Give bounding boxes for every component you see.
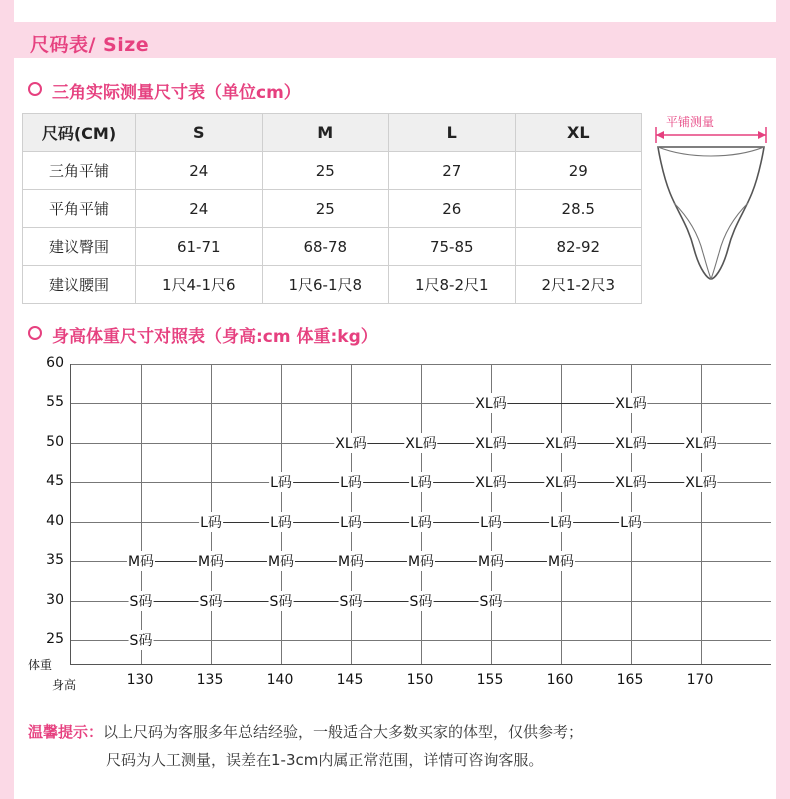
table-cell: 28.5 [515, 190, 642, 228]
chart-gridline-horizontal [71, 640, 771, 641]
table-cell: 1尺8-2尺1 [389, 266, 516, 304]
row-label: 三角平铺 [23, 152, 136, 190]
chart-y-tick-label: 55 [46, 394, 64, 411]
header-cell-size [23, 114, 136, 152]
section2-label: 身高体重尺寸对照表（身高:cm 体重:kg） [52, 327, 378, 347]
table-header-row [23, 114, 642, 152]
chart-data-point: S码 [269, 591, 294, 611]
chart-data-point: L码 [409, 472, 433, 492]
chart-gridline-horizontal [71, 403, 771, 404]
chart-data-point: XL码 [544, 433, 577, 453]
left-pink-border [0, 0, 14, 799]
notes-block [28, 718, 768, 774]
table-cell: 27 [389, 152, 516, 190]
chart-data-point: XL码 [474, 472, 507, 492]
chart-data-point: S码 [479, 591, 504, 611]
chart-data-point: L码 [409, 512, 433, 532]
bullet-ring-icon [28, 82, 42, 96]
height-weight-chart [22, 355, 766, 698]
size-table [22, 113, 642, 304]
chart-data-point: L码 [619, 512, 643, 532]
section-title-height-weight [28, 322, 378, 347]
table-cell: 29 [515, 152, 642, 190]
chart-x-tick-label: 155 [476, 672, 504, 688]
chart-x-tick-label: 170 [686, 672, 714, 688]
bullet-ring-icon [28, 326, 42, 340]
chart-data-point: L码 [479, 512, 503, 532]
table-row [23, 190, 642, 228]
chart-gridline-vertical [141, 364, 142, 664]
chart-x-tick-label: 150 [406, 672, 434, 688]
section-title-size-table [28, 78, 301, 103]
table-row [23, 228, 642, 266]
chart-y-tick-label: 35 [46, 552, 64, 569]
table-cell: 75-85 [389, 228, 516, 266]
chart-plot-area [70, 364, 771, 665]
chart-y-tick-label: 40 [46, 512, 64, 529]
header-cell-xl: XL [515, 114, 642, 152]
measure-diagram [648, 113, 774, 288]
chart-data-point: XL码 [544, 472, 577, 492]
table-cell: 68-78 [262, 228, 389, 266]
chart-data-point: XL码 [474, 393, 507, 413]
chart-data-point: M码 [267, 551, 295, 571]
chart-data-point: L码 [339, 512, 363, 532]
section1-label: 三角实际测量尺寸表（单位cm） [52, 83, 301, 103]
chart-x-tick-label: 160 [546, 672, 574, 688]
y-axis-label: 体重 [28, 658, 53, 672]
table-cell: 61-71 [136, 228, 263, 266]
chart-data-point: M码 [477, 551, 505, 571]
table-cell: 1尺6-1尺8 [262, 266, 389, 304]
table-row [23, 266, 642, 304]
chart-x-tick-label: 145 [336, 672, 364, 688]
chart-data-point: L码 [549, 512, 573, 532]
chart-data-point: XL码 [684, 433, 717, 453]
row-label: 建议腰围 [23, 266, 136, 304]
chart-connector [491, 403, 631, 404]
header-cell-s: S [136, 114, 263, 152]
chart-data-point: M码 [407, 551, 435, 571]
table-cell: 1尺4-1尺6 [136, 266, 263, 304]
chart-data-point: L码 [269, 472, 293, 492]
table-cell: 2尺1-2尺3 [515, 266, 642, 304]
chart-gridline-vertical [701, 364, 702, 664]
measure-diagram-label: 平铺测量 [666, 115, 715, 129]
table-cell: 82-92 [515, 228, 642, 266]
chart-data-point: XL码 [474, 433, 507, 453]
chart-data-point: M码 [127, 551, 155, 571]
chart-y-tick-label: 45 [46, 473, 64, 490]
chart-data-point: S码 [409, 591, 434, 611]
note-line-1: 以上尺码为客服多年总结经验，一般适合大多数买家的体型，仅供参考； [103, 723, 584, 741]
table-cell: 25 [262, 190, 389, 228]
table-cell: 24 [136, 152, 263, 190]
table-cell: 24 [136, 190, 263, 228]
header-cell-m: M [262, 114, 389, 152]
chart-y-tick-label: 60 [46, 355, 64, 371]
header-cell-l: L [389, 114, 516, 152]
chart-gridline-horizontal [71, 364, 771, 365]
page-title: 尺码表/ Size [30, 34, 150, 56]
chart-data-point: S码 [129, 591, 154, 611]
chart-data-point: M码 [197, 551, 225, 571]
note-line-2: 尺码为人工测量，误差在1-3cm内属正常范围，详情可咨询客服。 [106, 751, 544, 769]
table-cell: 25 [262, 152, 389, 190]
chart-x-tick-label: 130 [126, 672, 154, 688]
chart-x-tick-label: 140 [266, 672, 294, 688]
chart-data-point: M码 [337, 551, 365, 571]
chart-data-point: XL码 [614, 393, 647, 413]
chart-data-point: M码 [547, 551, 575, 571]
right-pink-border [776, 0, 790, 799]
note-tip-label: 温馨提示： [28, 723, 104, 741]
x-axis-label: 身高 [52, 678, 77, 692]
chart-data-point: XL码 [684, 472, 717, 492]
chart-y-tick-label: 50 [46, 433, 64, 450]
chart-data-point: XL码 [614, 472, 647, 492]
row-label: 平角平铺 [23, 190, 136, 228]
chart-y-tick-label: 30 [46, 591, 64, 608]
chart-x-tick-label: 165 [616, 672, 644, 688]
table-cell: 26 [389, 190, 516, 228]
table-row [23, 152, 642, 190]
chart-y-tick-label: 25 [46, 631, 64, 648]
chart-data-point: L码 [269, 512, 293, 532]
chart-data-point: XL码 [334, 433, 367, 453]
chart-data-point: S码 [339, 591, 364, 611]
chart-data-point: L码 [199, 512, 223, 532]
chart-data-point: S码 [129, 630, 154, 650]
header-label-size: 尺码(CM) [41, 124, 117, 143]
chart-data-point: XL码 [614, 433, 647, 453]
chart-data-point: XL码 [404, 433, 437, 453]
panty-outline-icon [648, 113, 774, 288]
row-label: 建议臀围 [23, 228, 136, 266]
chart-x-tick-label: 135 [196, 672, 224, 688]
chart-data-point: L码 [339, 472, 363, 492]
chart-data-point: S码 [199, 591, 224, 611]
